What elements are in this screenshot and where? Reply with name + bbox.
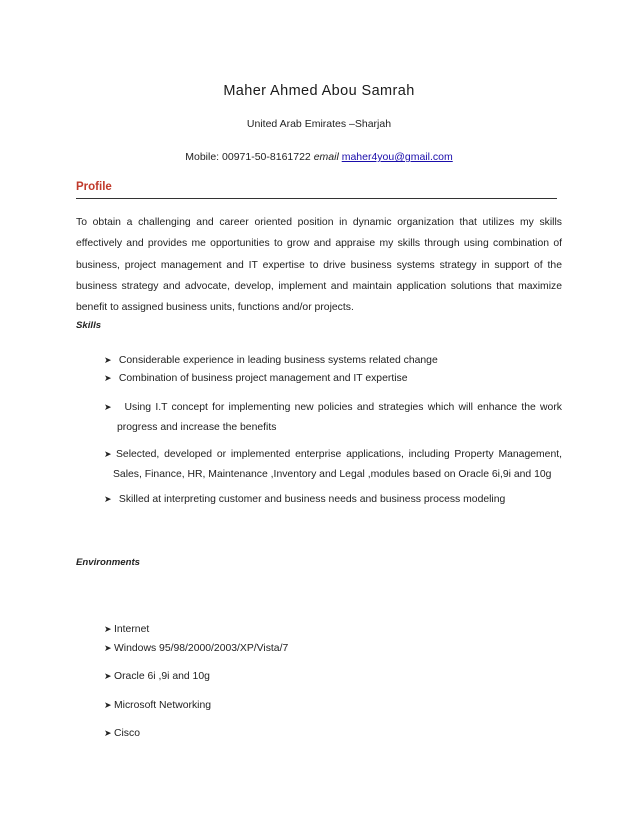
skills-heading: Skills <box>76 320 102 331</box>
environment-item <box>104 621 149 638</box>
contact-line <box>0 151 638 163</box>
arrow-bullet-icon: ➤ <box>104 449 112 459</box>
arrow-bullet-icon: ➤ <box>104 728 112 738</box>
skill-text: Considerable experience in leading business systems related change <box>118 355 438 366</box>
arrow-bullet-icon: ➤ <box>104 402 112 412</box>
arrow-bullet-icon: ➤ <box>104 671 112 681</box>
skill-item <box>104 444 562 485</box>
mobile-number: Mobile: 00971-50-8161722 <box>185 151 311 163</box>
email-label: email <box>313 151 339 163</box>
location-line: United Arab Emirates –Sharjah <box>246 118 392 130</box>
profile-divider <box>76 198 557 199</box>
skill-text-continued: Sales, Finance, HR, Maintenance ,Inventory and Legal ,modules based on Oracle 6i,9i and 10g <box>113 469 552 480</box>
environment-text: Windows 95/98/2000/2003/XP/Vista/7 <box>114 643 289 654</box>
environment-item <box>104 668 210 685</box>
email-link[interactable]: maher4you@gmail.com <box>341 151 453 163</box>
environment-text: Internet <box>114 624 150 635</box>
profile-heading: Profile <box>76 181 112 193</box>
skill-item <box>104 368 562 389</box>
skill-text: Skilled at interpreting customer and business needs and business process modeling <box>118 494 506 505</box>
candidate-name: Maher Ahmed Abou Samrah <box>223 83 415 99</box>
environment-text: Microsoft Networking <box>114 700 212 711</box>
skill-text: Selected, developed or implemented enterprise applications, including Property Management, <box>116 449 562 460</box>
skill-text: Combination of business project management and IT expertise <box>118 373 408 384</box>
environment-text: Oracle 6i ,9i and 10g <box>114 671 210 682</box>
environments-heading: Environments <box>76 557 140 568</box>
arrow-bullet-icon: ➤ <box>104 643 112 653</box>
skill-item <box>104 489 562 510</box>
arrow-bullet-icon: ➤ <box>104 355 112 365</box>
arrow-bullet-icon: ➤ <box>104 624 112 634</box>
skill-text: Using I.T concept for implementing new policies and strategies which will enhance the work <box>124 402 562 413</box>
arrow-bullet-icon: ➤ <box>104 700 112 710</box>
profile-paragraph: To obtain a challenging and career oriented position in dynamic organization that utilizes my skills effectively and provides me opportunities to grow and appraise my skills through using combination of business, project management and IT expertise to drive business systems strategy in support of the business strategy and advocate, develop, implement and maintain application solutions that maximize benefit to assigned business units, functions and/or projects. <box>76 217 562 314</box>
skill-text-continued: progress and increase the benefits <box>117 422 277 433</box>
environment-item <box>104 640 288 657</box>
environment-item <box>104 697 211 714</box>
environment-item <box>104 725 140 742</box>
arrow-bullet-icon: ➤ <box>104 494 112 504</box>
arrow-bullet-icon: ➤ <box>104 373 112 383</box>
skill-item <box>104 397 562 438</box>
environment-text: Cisco <box>114 728 140 739</box>
